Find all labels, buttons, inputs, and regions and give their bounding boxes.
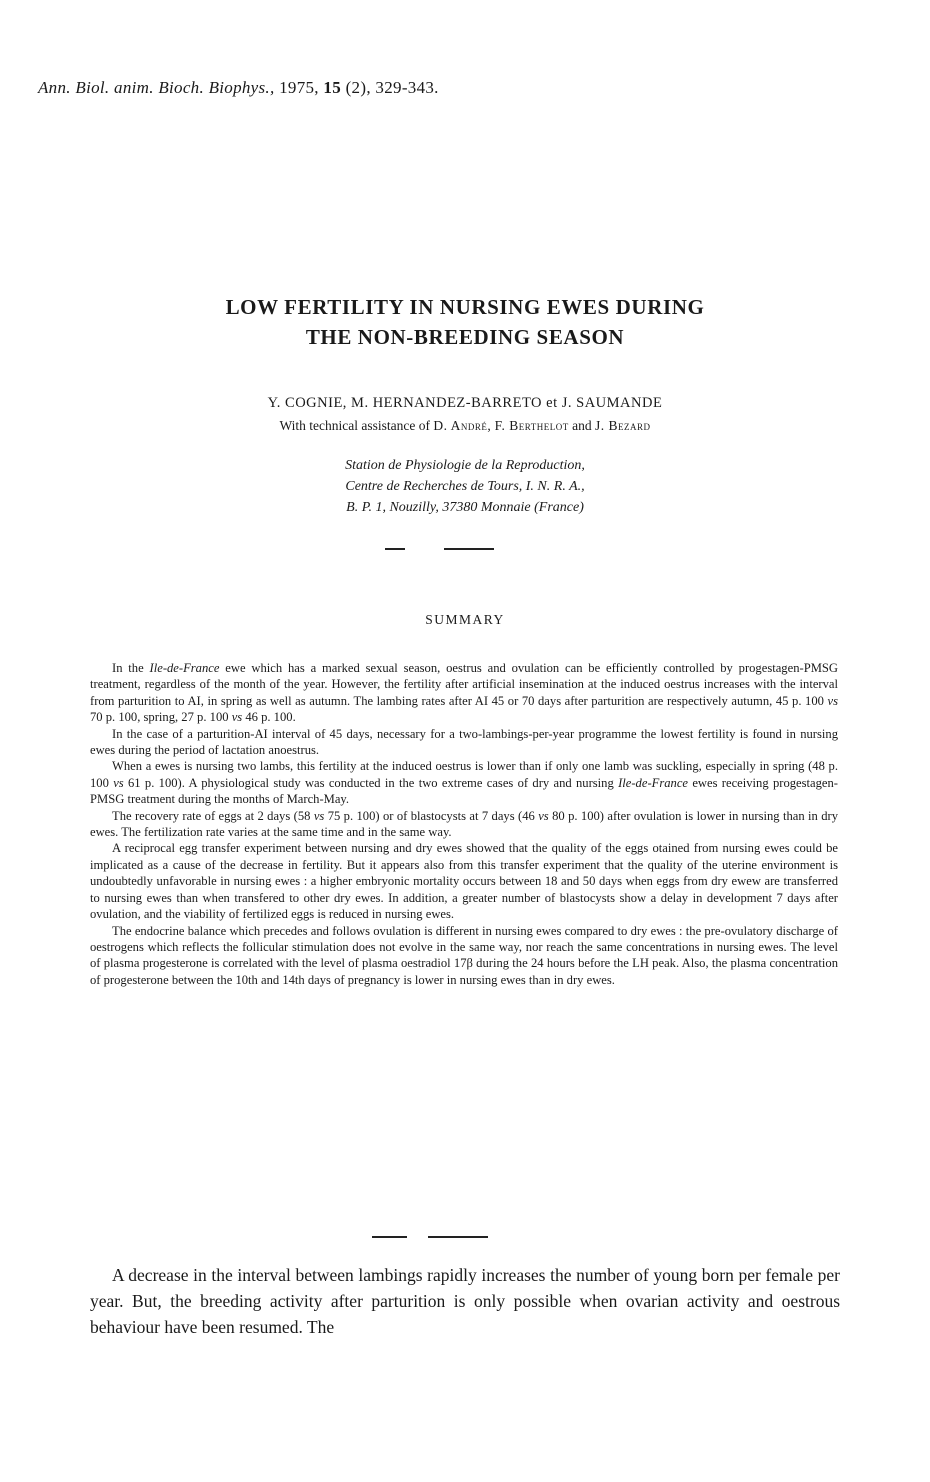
separator-short bbox=[385, 548, 405, 550]
assistant-1: D. André, bbox=[433, 418, 492, 433]
vs-label: vs bbox=[231, 710, 243, 725]
authors: Y. COGNIE, M. HERNANDEZ-BARRETO et J. SAUMANDE bbox=[267, 395, 663, 411]
assistant-2: F. Berthelot bbox=[494, 418, 569, 433]
assistance-prefix: With technical assistance of bbox=[279, 418, 430, 433]
vs-label: vs bbox=[827, 693, 838, 708]
summary-paragraph: In the case of a parturition-AI interval of 45 days, necessary for a two-lambings-per-year programme the lowest fertility is found in nursing ewes during the period of lactation anoestrus. bbox=[90, 726, 838, 758]
summary-heading: SUMMARY bbox=[425, 612, 505, 627]
journal-name: Ann. Biol. anim. Bioch. Biophys., bbox=[38, 78, 275, 97]
title-line-2: THE NON-BREEDING SEASON bbox=[305, 325, 625, 349]
text-run: When a ewes is nursing two lambs, this fertility at the induced oestrus is lower than if only one lamb was suckling, especially in spring (48 p. 100 bbox=[90, 759, 838, 790]
journal-year: 1975, bbox=[279, 78, 319, 97]
text-run: 75 p. 100) or of blastocysts at 7 days (46 bbox=[324, 808, 539, 823]
paper-title bbox=[0, 292, 930, 352]
summary-paragraph bbox=[90, 660, 838, 726]
text-run: 61 p. 100). A physiological study was conducted in the two extreme cases of dry and nursing bbox=[123, 775, 619, 790]
separator-long bbox=[428, 1236, 488, 1238]
separator-long bbox=[444, 548, 494, 550]
vs-label: vs bbox=[538, 808, 549, 823]
assistance-conj: and bbox=[572, 418, 592, 433]
separator-short bbox=[372, 1236, 407, 1238]
text-run: The recovery rate of eggs at 2 days (58 bbox=[112, 808, 314, 823]
summary-paragraph bbox=[90, 808, 838, 841]
title-line-1: LOW FERTILITY IN NURSING EWES DURING bbox=[225, 295, 705, 319]
summary-paragraph: The endocrine balance which precedes and follows ovulation is different in nursing ewes compared to dry ewes : the pre-ovulatory discharge of oestrogens which reflects the follicular stimulation does not evolve in the same way, nor reach the same concentrations in nursing ewes. The level of plasma progesterone is correlated with the level of plasma oestradiol 17β during the 24 hours before the LH peak. Also, the plasma concentration of progesterone between the 10th and 14th days of pregnancy is lower in nursing ewes than in dry ewes. bbox=[90, 923, 838, 987]
affiliation-line-1: Station de Physiologie de la Reproduction, bbox=[345, 458, 585, 473]
text-run: In the bbox=[112, 661, 150, 675]
breed-name: Ile-de-France bbox=[149, 661, 220, 675]
affiliation-line-2: Centre de Recherches de Tours, I. N. R. A., bbox=[345, 479, 585, 494]
breed-name: Ile-de-France bbox=[618, 775, 689, 790]
text-run: 46 p. 100. bbox=[242, 710, 296, 725]
technical-assistance bbox=[0, 418, 930, 434]
journal-citation bbox=[38, 78, 439, 98]
assistant-3: J. Bezard bbox=[595, 418, 651, 433]
summary-text bbox=[90, 660, 838, 988]
summary-paragraph bbox=[90, 758, 838, 807]
text-run: ewe which has a marked sexual season, oestrus and ovulation can be efficiently controlled by progestagen-PMSG treatment, regardless of the month of the year. However, the fertility after artificial insemination at the induced oestrus increases with the interval from parturition to AI, in spring as well as autumn. The lambing rates after AI 45 or 70 days after parturition are respectively autumn, 45 p. 100 bbox=[90, 661, 838, 708]
body-paragraph: A decrease in the interval between lambings rapidly increases the number of young born per female per year. But, the breeding activity after parturition is only possible when ovarian activity and oestrous behaviour have been resumed. The bbox=[90, 1265, 840, 1337]
journal-issue-pages: (2), 329-343. bbox=[345, 78, 439, 97]
text-run: 70 p. 100, spring, 27 p. 100 bbox=[90, 710, 232, 725]
text-run: ewes receiving progestagen-PMSG treatment during the months of March-May. bbox=[90, 775, 838, 807]
summary-paragraph: A reciprocal egg transfer experiment between nursing and dry ewes showed that the quality of the eggs otained from nursing ewes could be implicated as a cause of the decrease in fertility. But it appears also from this transfer experiment that the quality of the uterine environment is undoubtedly unfavorable in nursing ewes : a higher embryonic mortality occurs between 18 and 50 days when eggs from dry ewew are transferred to nursing ewes than when transfered to other dry ewes. In addition, a greater number of blastocysts show a delay in development 7 days after ovulation, and the viability of fertilized eggs is reduced in nursing ewes. bbox=[90, 841, 838, 922]
affiliation bbox=[0, 455, 930, 518]
vs-label: vs bbox=[313, 808, 325, 823]
text-run: 80 p. 100) after ovulation is lower in nursing than in dry ewes. The fertilization rate varies at the same time and in the same way. bbox=[90, 808, 839, 840]
journal-volume: 15 bbox=[323, 78, 342, 97]
vs-label: vs bbox=[113, 775, 124, 790]
body-text bbox=[90, 1262, 840, 1340]
affiliation-line-3: B. P. 1, Nouzilly, 37380 Monnaie (France) bbox=[346, 500, 584, 515]
